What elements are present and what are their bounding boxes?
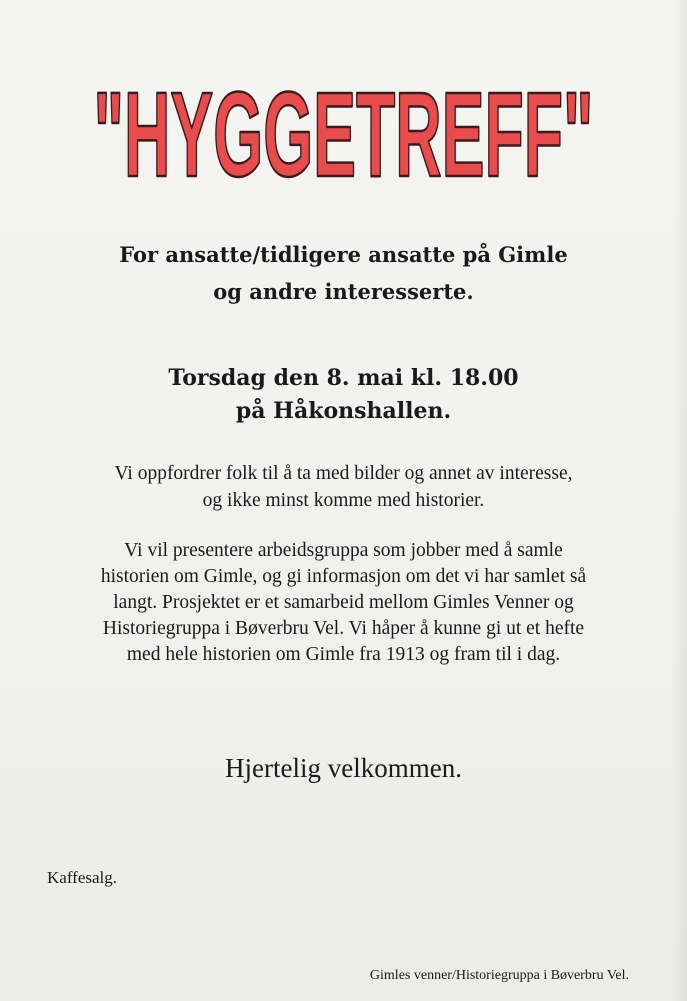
about-line: historien om Gimle, og gi informasjon om det vi har samlet så — [100, 566, 587, 587]
about-line: Historiegruppa i Bøverbru Vel. Vi håper å kunne gi ut et hefte — [102, 618, 585, 639]
event-venue-line: på Håkonshallen. — [235, 398, 452, 424]
event-time-place — [0, 362, 687, 428]
invite-paragraph — [0, 460, 687, 514]
headline-title: "HYGGETREFF" — [93, 66, 594, 198]
intro-text — [0, 236, 687, 310]
invite-line: Vi oppfordrer folk til å ta med bilder og annet av interesse, — [114, 463, 573, 484]
intro-line: For ansatte/tidligere ansatte på Gimle — [119, 242, 568, 267]
organizer-signature: Gimles venner/Historiegruppa i Bøverbru Vel. — [369, 968, 629, 983]
headline-art — [0, 48, 687, 198]
intro-line: og andre interesserte. — [213, 279, 474, 304]
coffee-sale-note: Kaffesalg. — [47, 868, 118, 887]
about-paragraph — [0, 538, 687, 668]
about-line: langt. Prosjektet er et samarbeid mellom Gimles Venner og — [113, 592, 574, 613]
invite-line: og ikke minst komme med historier. — [202, 490, 485, 511]
about-line: med hele historien om Gimle fra 1913 og fram til i dag. — [126, 644, 561, 665]
welcome-text: Hjertelig velkommen. — [225, 753, 462, 783]
headline-banner — [0, 48, 687, 198]
about-line: Vi vil presentere arbeidsgruppa som jobber med å samle — [124, 540, 563, 561]
event-date-line: Torsdag den 8. mai kl. 18.00 — [168, 365, 519, 391]
